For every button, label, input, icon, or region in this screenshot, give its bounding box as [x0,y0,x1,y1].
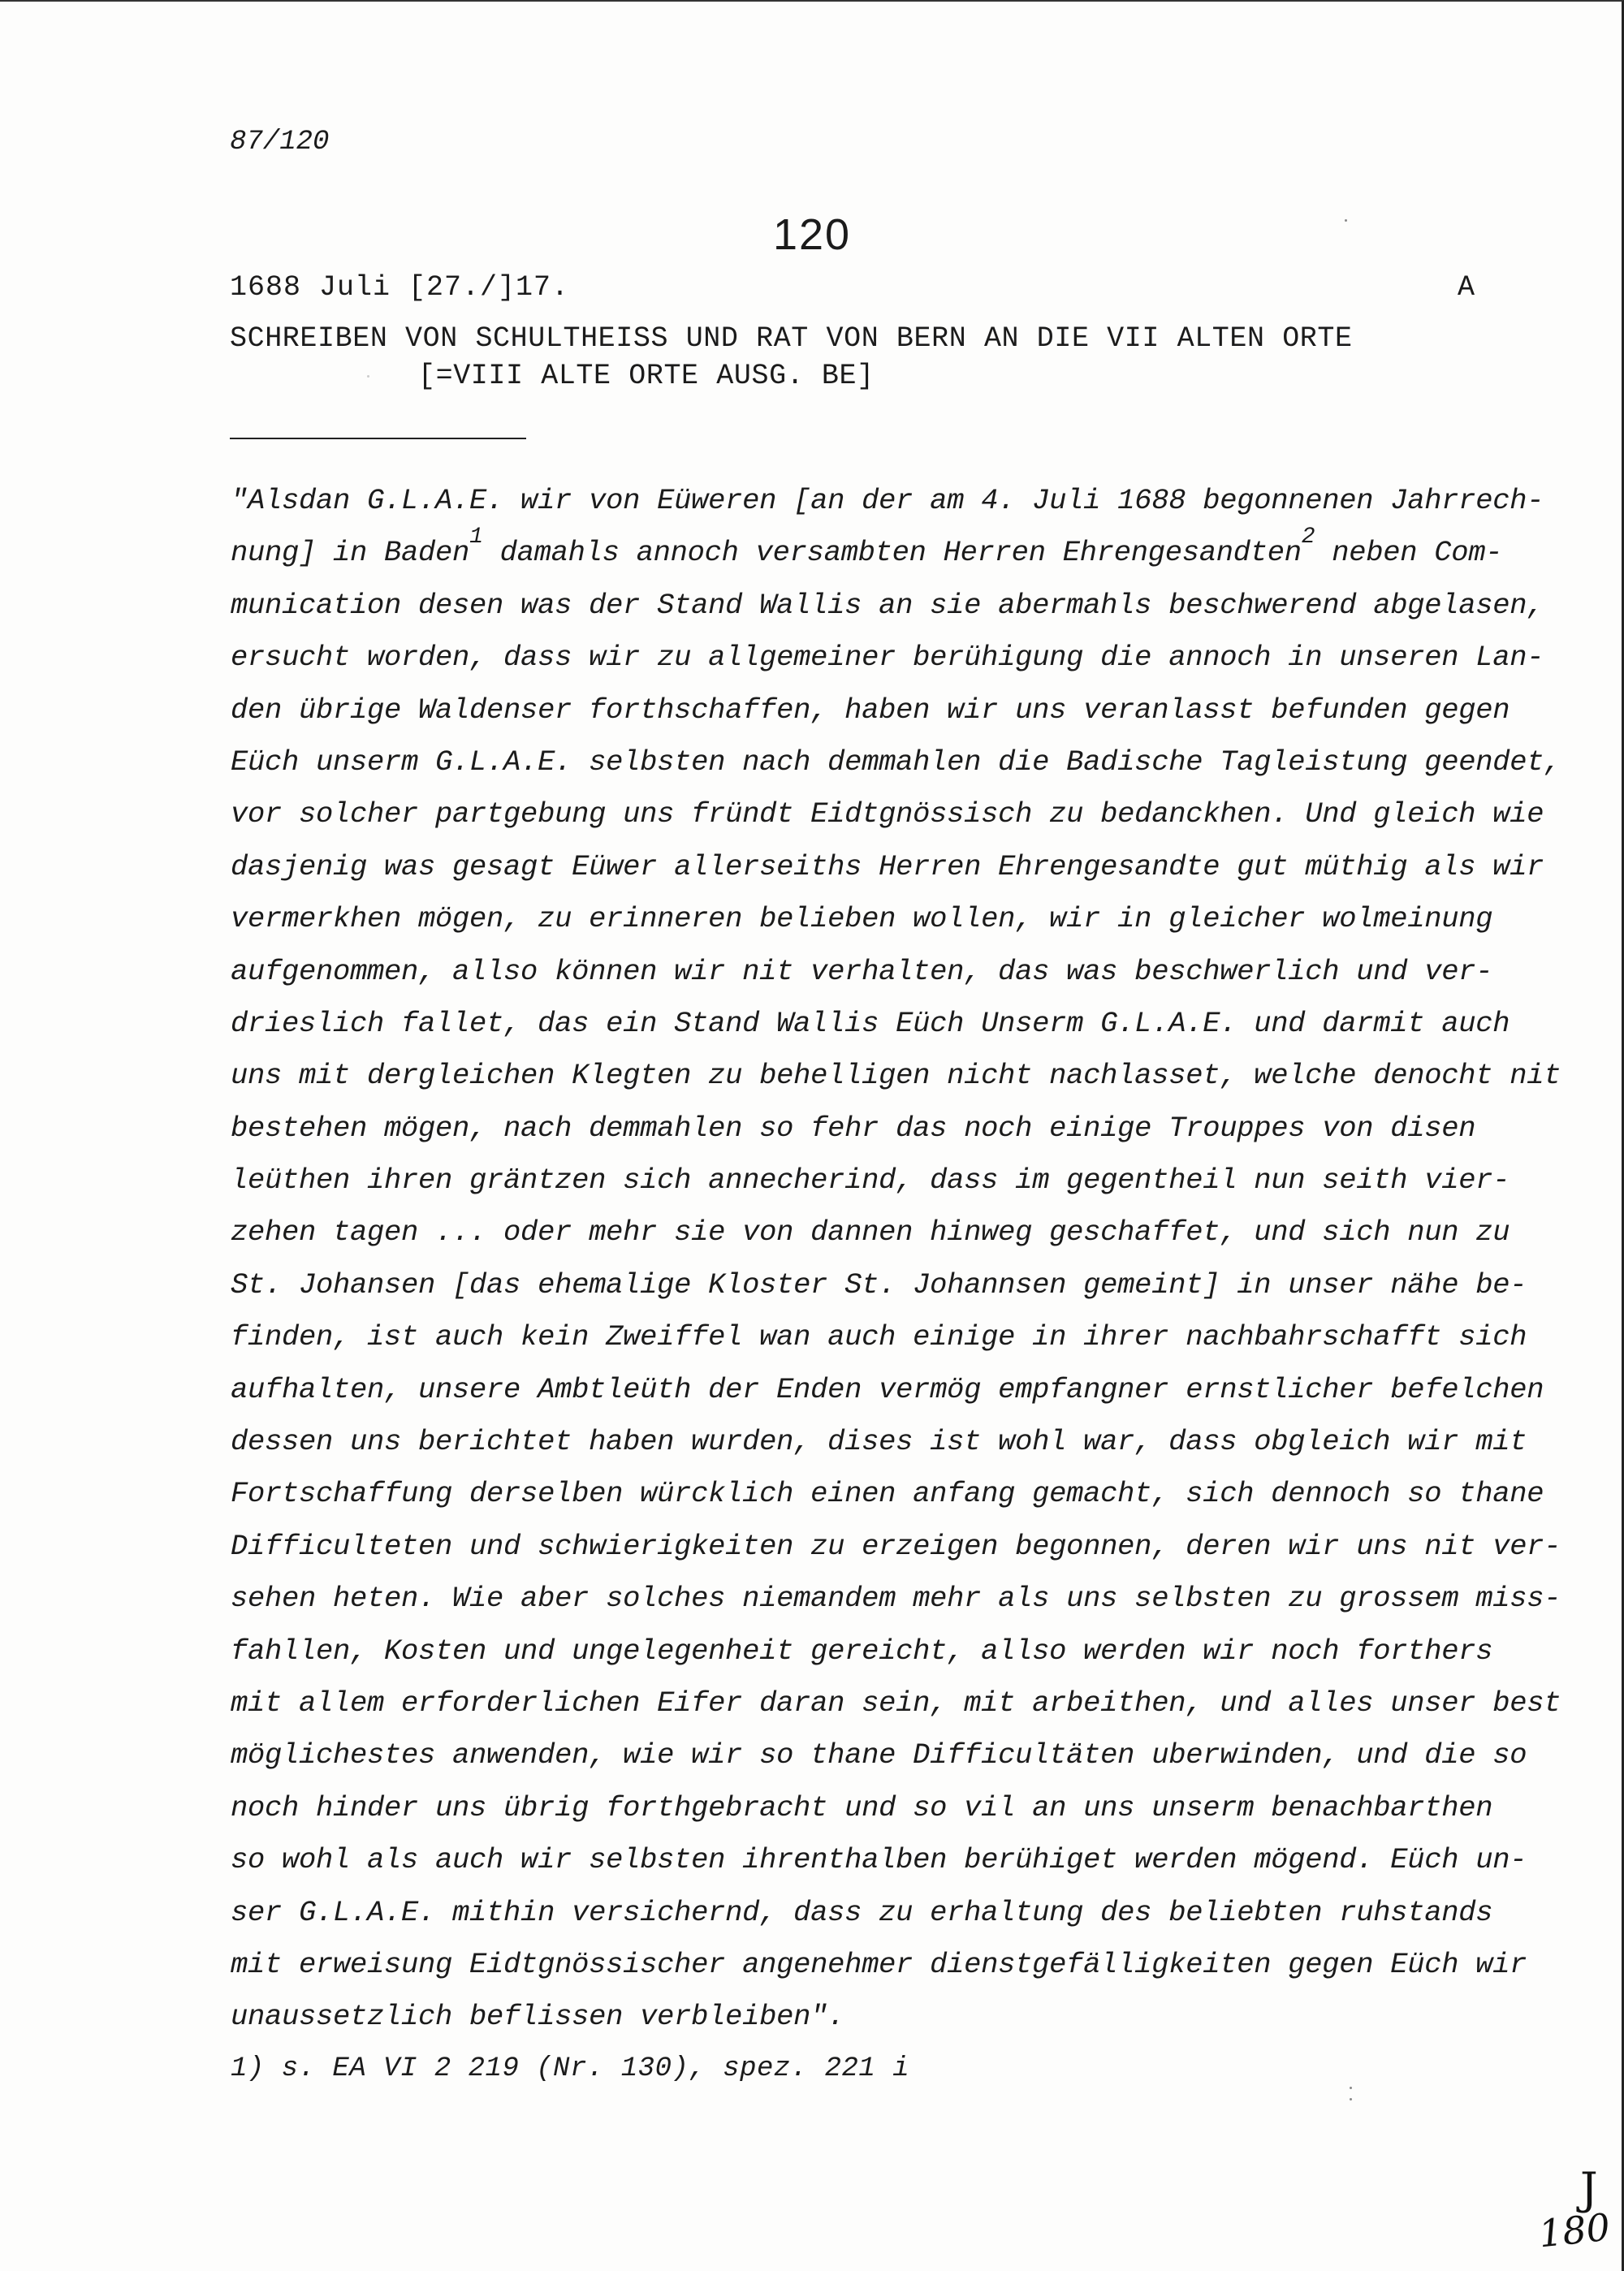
body-line: fahllen, Kosten und ungelegenheit gereicht, allso werden wir noch forthers [231,1634,1493,1668]
body-line: Difficulteten und schwierigkeiten zu erzeigen begonnen, deren wir uns nit ver- [231,1529,1561,1563]
body-line: St. Johansen [das ehemalige Kloster St. Johannsen gemeint] in unser nähe be- [231,1267,1527,1302]
body-line: möglichestes anwenden, wie wir so thane Difficultäten uberwinden, und die so [231,1738,1527,1772]
letter-body [231,475,1561,2044]
body-line: aufgenommen, allso können wir nit verhalten, das was beschwerlich und ver- [231,954,1493,988]
body-line: vermerkhen mögen, zu erinneren belieben wollen, wir in gleicher wolmeinung [231,902,1493,936]
document-letter: A [1458,271,1475,304]
archive-tick-mark: J [1580,2163,1598,2214]
archive-page-number: 180 [1536,2204,1613,2256]
body-line: "Alsdan G.L.A.E. wir von Eüweren [an der am 4. Juli 1688 begonnenen Jahrrech- [231,484,1544,517]
separator-rule [230,438,526,439]
body-line: Eüch unserm G.L.A.E. selbsten nach demmahlen die Badische Tagleistung geendet, [231,745,1561,779]
body-line: ersucht worden, dass wir zu allgemeiner berühigung die annoch in unseren Lan- [231,641,1544,675]
footnote-marker: 2 [1301,524,1315,550]
body-line: uns mit dergleichen Klegten zu behelligen nicht nachlasset, welche denocht nit [231,1059,1561,1093]
document-title-line-2: [=VIII ALTE ORTE AUSG. BE] [418,360,875,392]
body-line: so wohl als auch wir selbsten ihrenthalben berühiget werden mögend. Eüch un- [231,1843,1527,1877]
body-line: leüthen ihren gräntzen sich annecherind, dass im gegentheil nun seith vier- [231,1164,1510,1198]
body-line: bestehen mögen, nach demmahlen so fehr das noch einige Trouppes von disen [231,1111,1476,1145]
body-line: den übrige Waldenser forthschaffen, haben wir uns veranlasst befunden gegen [231,693,1510,727]
body-line-segment: neben Com- [1315,536,1503,570]
body-line: sehen heten. Wie aber solches niemandem mehr als uns selbsten zu grossem miss- [231,1582,1561,1616]
body-line: dessen uns berichtet haben wurden, dises ist wohl war, dass obgleich wir mit [231,1425,1527,1459]
body-line: drieslich fallet, das ein Stand Wallis Eüch Unserm G.L.A.E. und darmit auch [231,1006,1510,1040]
body-line: unaussetzlich beflissen verbleiben". [231,2000,845,2034]
body-line: noch hinder uns übrig forthgebracht und so vil an uns unserm benachbarthen [231,1790,1493,1824]
footnote: 1) s. EA VI 2 219 (Nr. 130), spez. 221 i [231,2053,910,2084]
body-line: Fortschaffung derselben würcklich einen anfang gemacht, sich dennoch so thane [231,1477,1544,1511]
body-line: munication desen was der Stand Wallis an sie abermahls beschwerend abgelasen, [231,588,1544,622]
body-line: aufhalten, unsere Ambtleüth der Enden vermög empfangner ernstlicher befelchen [231,1372,1544,1406]
body-line: ser G.L.A.E. mithin versichernd, dass zu erhaltung des beliebten ruhstands [231,1895,1493,1929]
body-line-segment: nung] in Baden [231,536,470,570]
body-line: finden, ist auch kein Zweiffel wan auch einige in ihrer nachbahrschafft sich [231,1320,1527,1354]
document-number: 120 [772,210,852,259]
document-title-line-1: SCHREIBEN VON SCHULTHEISS UND RAT VON BERN AN DIE VII ALTEN ORTE [230,322,1353,355]
footnote-marker: 1 [469,524,483,550]
body-line: vor solcher partgebung uns fründt Eidtgnössisch zu bedanckhen. Und gleich wie [231,797,1544,831]
body-line: zehen tagen ... oder mehr sie von dannen hinweg geschaffet, und sich nun zu [231,1215,1510,1250]
body-line: mit erweisung Eidtgnössischer angenehmer dienstgefälligkeiten gegen Eüch wir [231,1947,1527,1981]
body-line-segment: damahls annoch versambten Herren Ehrengesandten [482,536,1302,570]
paper-speck [1350,2087,1352,2089]
paper-speck [1350,2098,1352,2100]
reference-number: 87/120 [230,127,330,158]
paper-speck [367,375,369,378]
document-date: 1688 Juli [27./]17. [230,271,570,304]
body-line [231,524,1514,579]
body-line: dasjenig was gesagt Eüwer allerseiths Herren Ehrengesandte gut müthig als wir [231,849,1544,883]
body-line: mit allem erforderlichen Eifer daran sein, mit arbeithen, und alles unser best [231,1686,1561,1720]
paper-speck [1345,219,1347,222]
